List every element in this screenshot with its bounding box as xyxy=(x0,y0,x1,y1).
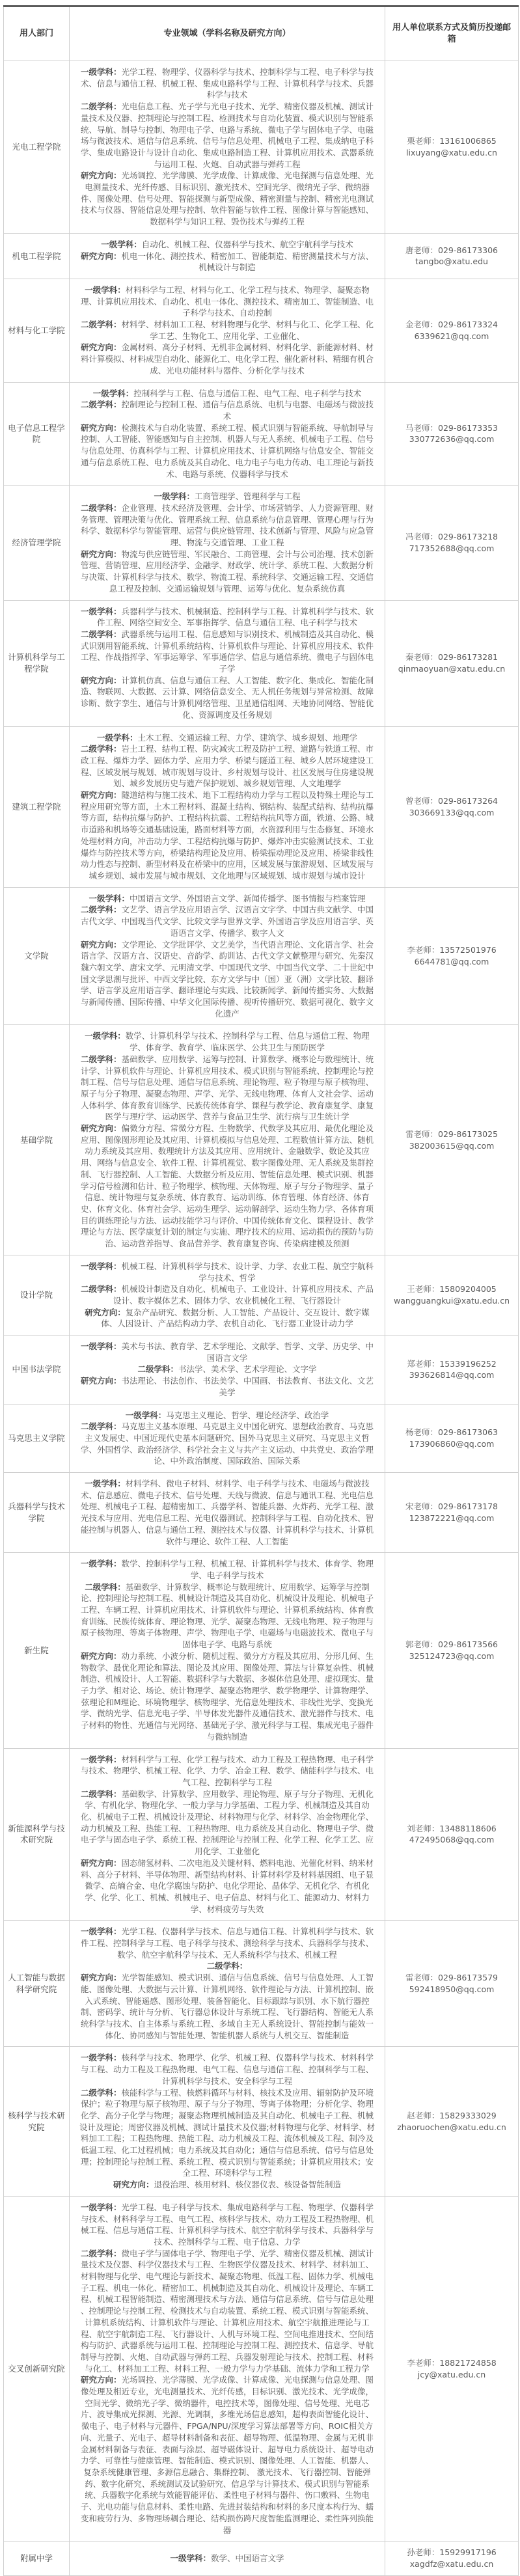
contact-cell xyxy=(385,726,519,887)
table-row xyxy=(4,1336,519,1404)
level1-line xyxy=(77,1030,377,1053)
level1-value: 机械工程、计算机科学与技术、设计学、力学、农业工程、航空宇航科学与技术、哲学 xyxy=(121,1261,374,1283)
research-label: 研究方向： xyxy=(85,1307,126,1317)
level1-value: 兵器科学与技术、机械制造、控制科学与工程、计算机科学与技术、软件工程、网络空间安全、军事指挥学、信息与通信工程、电子科学与技术 xyxy=(96,606,374,628)
level1-value: 材料学科、微电子材料、材料学、电子科学与技术、电磁场与微波技术、信息感应、微电子技术、信号处理、天线与微波、信息与通讯工程、光电信息处理、机械电子工程、超精密加工、兵器学科、智能兵器、火炸药、光学工程、激光技术与应用、光电信息工程、光电仪器测试、控制科学与工程、自动化技术、智能控制与机器人、信息与通信工程、测控技术与仪器、计算机科学与技术、计算机软件与理论、软件工程、人工智能 xyxy=(80,1479,374,1546)
research-label: 研究方向： xyxy=(80,2375,122,2385)
contact-cell xyxy=(385,600,519,726)
level1-value: 光学工程、仪器科学与技术、信息与通信工程、计算机科学与技术、软件工程、控制科学与工程、电子科学与技术、测绘科学与技术、兵器科学与技术、数学、航空宇航科学与技术、无人系统科学与技术、机械工程 xyxy=(80,1926,374,1960)
level2-label: 二级学科： xyxy=(85,1582,126,1592)
contact-email[interactable]: zhaoruochen@xatu.edu.cn xyxy=(397,2122,506,2132)
level1-value: 美术与书法、教育学、艺术学理论、文献学、哲学、文学、历史学、中国语言文学 xyxy=(121,1341,374,1363)
level2-line xyxy=(77,1582,377,1651)
contact-cell xyxy=(385,1473,519,1553)
contact-email[interactable]: 717352688@qq.com xyxy=(409,543,495,553)
level2-label: 二级学科： xyxy=(137,1364,178,1375)
level1-value: 工商管理学、管理科学与工程 xyxy=(195,491,301,502)
level1-label: 一级学科： xyxy=(96,732,138,743)
contact-cell xyxy=(385,2542,519,2575)
level1-label: 一级学科： xyxy=(170,2553,211,2564)
level1-line xyxy=(77,606,377,629)
research-line xyxy=(77,939,377,1020)
level2-value: 微电子学与固体电子学、物理电子学、光学、精密仪器及机械、测试计量技术及仪器、科学仪器技术与工程、生物医学仪器及技术、材料学、材料加工、材料物理与化学、电气理论与新技术、凝聚态物理、低温工程、固体力学、机械电子工程、机电一体化、精密加工、机械制造及其自动化、机械设计及理论、车辆工程、机械工程智能制造、精密测理技术与方法、通信与信息系统、信号与信息处理 、控制理论与控制工程、检测技术与自动装置、系统工程、模式识别与智能系统、计算机系统结构、计算机软件与理论、计算机应用技术、航空宇航推进理论与工程、航空宇航制造工程、飞行器设计、人机与环境工程、空间电推进技术、空间结构与防护、武器系统与运用工程、控制理论与控制工程、测控技术、信息学、导航制导与控制、火炮、自动武器与弹药工程、兵器发射理论与技术、控制工程、材料与化工、材料加工工程、材料工程、一般力学与力学基础、流体力学和工程力学 xyxy=(80,2248,374,2374)
level2-label: 二级学科： xyxy=(80,502,122,513)
field-cell xyxy=(70,1255,385,1335)
table-header-row xyxy=(4,7,519,61)
table-row xyxy=(4,1255,519,1335)
table-row xyxy=(4,2047,519,2196)
level2-value: 文艺学、语言学及应用语言学、汉语言文字学、中国古典文献学、中国古代文学、中国现当代文学、比较文学与世界文学、外国语言学及应用语言学、英语语言文学、传播学、数字人文 xyxy=(80,905,374,938)
level1-line xyxy=(77,388,377,400)
level1-label: 一级学科： xyxy=(80,1754,122,1764)
research-value: 金属材料、高分子材料、无机非金属材料、材料化学、新能源材料、材料计算模拟、材料成型自动化、能源化工、电化学工程、催化新材料、精细有机合成、光电功能材料与器件、分析化学与技术 xyxy=(80,342,374,376)
table-row xyxy=(4,1025,519,1255)
level2-line xyxy=(77,1421,377,1467)
level1-line xyxy=(77,1478,377,1547)
research-label: 研究方向： xyxy=(80,790,122,801)
contact-cell xyxy=(385,61,519,234)
contact-person: 栗老师：13161006865 xyxy=(407,136,497,146)
contact-person: 李老师：18821724858 xyxy=(407,2357,497,2368)
table-row xyxy=(4,2542,519,2575)
table-row xyxy=(4,382,519,486)
table-body xyxy=(4,61,519,2576)
level2-value: 控制理论与控制工程、通信与信息系统、电机与电器、电磁场与微波技术 xyxy=(121,400,374,421)
level1-value: 数学、中国语言文学 xyxy=(211,2553,284,2564)
level1-line xyxy=(77,1926,377,1960)
field-cell xyxy=(70,1025,385,1255)
header-contact: 用人单位联系方式及简历投递邮箱 xyxy=(385,7,519,61)
department-name: 附属中学 xyxy=(4,2542,70,2575)
level2-line xyxy=(77,1960,377,1972)
level2-label: 二级学科： xyxy=(80,1284,122,1295)
field-cell xyxy=(70,279,385,382)
research-line xyxy=(77,1651,377,1743)
research-label: 研究方向： xyxy=(80,1857,122,1868)
level1-line xyxy=(77,2553,377,2564)
level2-label: 二级学科： xyxy=(80,2087,122,2098)
field-cell xyxy=(70,1336,385,1404)
contact-email[interactable]: 472495068@qq.com xyxy=(409,1835,495,1845)
contact-cell xyxy=(385,1255,519,1335)
table-row xyxy=(4,1748,519,1921)
level2-line xyxy=(77,629,377,675)
contact-person: 郭老师：029-86173566 xyxy=(405,1639,498,1650)
level1-value: 光学工程、物理学、仪器科学与技术、控制科学与工程、电子科学与技术、信息与通信工程、机械工程、集成电路科学与工程、计算机科学与技术、兵器科学与技术 xyxy=(80,67,374,100)
research-line xyxy=(77,2374,377,2536)
department-name: 设计学院 xyxy=(4,1255,70,1335)
department-name: 经济管理学院 xyxy=(4,486,70,600)
research-label: 研究方向： xyxy=(80,422,122,433)
research-value: 隧道结构与施工技术、地下工程结构动力学与工程以及特殊土理论与工程应用研究等方面，土木工程材料、混凝土结构、钢结构、装配式结构、结构抗爆等方面，结构抗爆与防护、工程结构抗震、工程结构抗风等方面，铁道、公路、城市道路和机场等交通基础设施，路面材料等方面，水资源利用与生态修复、环境水处理材料方向，冲击动力学、工程结构抗爆与防护、爆炸冲击实验测试技术、工业爆炸与防控技术等方向，桥梁结构理论及应用、桥梁振动理论及应用、桥梁非线性动力性态与控制、新型材料及在桥梁中的应用，区域发展与旅游规划、区域发展与城乡规划、城市发展与城市规划、文化地理与区域规划、城市规划与城市设计 xyxy=(80,790,374,881)
research-line xyxy=(77,789,377,882)
level2-line xyxy=(77,502,377,549)
level2-value: 基础数学、计算数学、应用数学、理论物理、原子与分子物理、无机化学、有机化学、物理化学、一般力学与力学基础、工程力学、机械制造及其自动化、机械电子工程、机械设计及理论、材料物理与化学、材料学、冶金物理化学、动力机械及工程、热能工程、工程热物理、电力系统及其自动化、物理电子学、微电子学与固态电子学、系统工程、控制理论与控制工程、化学工程、化学工艺、应用化学、工业催化 xyxy=(80,1788,374,1857)
research-value: 光场调控、光学薄膜、光学成像、计算成像、光电探测与信息处理、光电测量技术、光纤传感、目标识别、激光技术、空间光学、微纳光子学、微纳器件、图像处理、信号处理、智能探测与新型成像、精密测量与控制、精密光电测试技术与仪器、智能信息处理与控制、软件智能与软件工程、图像计算与智能感知、数据科学与知识工程、毁伤技术与弹药工程 xyxy=(80,171,374,227)
field-cell xyxy=(70,2047,385,2196)
research-value: 机电一体化、测控技术、精密加工、智能制造、精密测量技术与方法、机械设计与制造 xyxy=(121,251,374,273)
level2-label: 二级学科： xyxy=(80,2248,122,2258)
department-name: 新能源科学与技术研究院 xyxy=(4,1748,70,1921)
level1-value: 马克思主义理论、哲学、理论经济学、政治学 xyxy=(166,1410,329,1420)
department-name: 光电工程学院 xyxy=(4,61,70,234)
research-line xyxy=(77,422,377,480)
contact-person: 唐老师：029-86173306 xyxy=(405,245,498,255)
level1-label: 一级学科： xyxy=(92,388,134,398)
research-value: 光场调控、光学薄膜、光学成像、计算成像、光电探测与信息处理、图像处理及相近专业，光电测量技术、光纤传感，目标识别、激光技术、光学成像，空间光学、微纳光子学、微纳器件，电控技术等，图像处理、信号处理、光电芯片、波导集成光探测、光源、光调制，多维光场信息感知，超构表面智能化设计、微电子、电子材料与元器件、FPGA/NPU/深度学习算法部署等方向、ROIC相关方向、光量子、光电子、超导材料制备和表征、超导物理、低温物理、金属与无机非金属材料制备与表征、表面与涂层、超导磁体设计、超导电力系统设计、超导电动力学、可靠性与健康管理、智能制造、模式识别、图像处理、人工智能、机器人、复杂系统健康管理、多源信息融合、集群控制、 激光技术、飞行器控制、智能弹药、数字化研究、系统测试及试验研究、信息学与计算技术、模式识别与智能系统、兵器数字化系统与效能智能评估、柔性电子材料与器件、伤口敷料、生物电子、光电功能与信息材料、柔性电路、先进封装结构和材料的多尺度本构行为、蠕变和疲劳行为、多物理场耦合理论、结构损伤跨尺度智能监测理论、柔性阵列换能器 xyxy=(80,2375,374,2535)
level1-label: 一级学科： xyxy=(80,2053,122,2063)
research-value: 检测技术与自动化装置、系统工程、模式识别与智能系统、导航制导与控制、人工智能、智能感知与自主控制、机器人与无人系统、机械电子工程、信号与信息处理、仿真科学与工程、计算机应用技术、计算机网络与信息安全、智能交通与信息系统工程、电力系统及其自动化、电力电子与电力传动、电工理论与新技术、电路与系统、仪器科学与技术 xyxy=(80,422,374,479)
research-value: 偏微分方程、常微分方程、生物数学、代数学及其应用、最优化理论及应用、图像图形理论及其应用、计算机模拟与信息处理、工程数值计算方法、随机动力系统及其应用、数理统计方法及其应用、应用统计、金融数学、数论及其应用、网络与信息安全、软件工程、计算机视觉、数字图像处理、无人系统及集群控制、飞行器控制、人工智能、大数据分析及应用、智能信息处理、模式识别、机器学习信号检测和估计、粒子物理学、核物理、天体物理、原子与分子物理学、量子信息、统计物理与复杂系统、体育教育、运动训练、体育管理、体育经济、体育史、体育文化、体育社会学、运动生理学、运动解剖学、运动生物力学、各体育项目的训练理论与方法、运动技能学习与评价、中国传统体育文化、课程设计、教学理论与方法、医学康复计划的制定与实施、理疗技术的应用、运动损伤的预防与防治、运动营养指导、食品营养学、教育康复咨询、传染病建模及预测 xyxy=(80,1123,374,1249)
contact-cell xyxy=(385,1336,519,1404)
research-line xyxy=(77,675,377,721)
level1-label: 一级学科： xyxy=(154,491,195,502)
level1-label: 一级学科： xyxy=(80,1926,122,1937)
level2-label: 二级学科： xyxy=(80,1054,122,1064)
level2-line xyxy=(77,101,377,170)
level1-line xyxy=(77,893,377,905)
level1-line xyxy=(77,1754,377,1788)
level1-label: 一级学科： xyxy=(85,1031,126,1041)
level1-value: 光学工程、电子科学与技术、集成电路科学与工程、物理学、仪器科学与技术、材料科学与工程、电气工程、核科学与技术、动力工程及工程热物理、机械工程、信息与通信工程、计算机科学与技术、航空宇航科学与技术、兵器科学与技术、控制科学与工程、电子信息、力学 xyxy=(80,2202,374,2247)
level1-label: 一级学科： xyxy=(85,1479,126,1489)
contact-cell xyxy=(385,279,519,382)
level2-line xyxy=(77,1363,377,1375)
research-line xyxy=(77,1972,377,2041)
level1-line xyxy=(77,1341,377,1363)
contact-email[interactable]: 330772636@qq.com xyxy=(409,434,495,445)
table-row xyxy=(4,1921,519,2047)
header-dept: 用人部门 xyxy=(4,7,70,61)
department-name: 人工智能与数据科学研究院 xyxy=(4,1921,70,2047)
level2-label: 二级学科： xyxy=(80,744,122,754)
level1-line xyxy=(77,491,377,502)
department-name: 材料与化工学院 xyxy=(4,279,70,382)
department-name: 计算机科学与工程学院 xyxy=(4,600,70,726)
level2-value: 基础数学、应用数学、运筹与控制、计算数学、概率论与数理统计、统计学、计算机软件与理论、计算机应用技术、模式识别与智能系统、控制理论与控制工程、信号与信息处理、通信与信息系统、理论物理、粒子物理与原子核物理、原子与分子物理、凝聚态物理、声学、光学、无线电物理、体育人文社会学、运动人体科学、体育教育训练学、民族传统体育学、课程与教学论、教育康复学、康复医学与理疗学、运动医学、营养与食品卫生学、流行病与卫生统计学 xyxy=(80,1054,374,1122)
recruitment-table xyxy=(3,5,519,2576)
research-label: 研究方向： xyxy=(80,675,122,685)
table-row xyxy=(4,1553,519,1748)
contact-cell xyxy=(385,382,519,486)
department-name: 机电工程学院 xyxy=(4,233,70,279)
research-value: 文学理论、文学批评学、文艺美学，当代语言理论、文化语言学、社会语言学、汉语方言、汉语史、音韵学、韵训诂、古代文学文献整理与研究、先秦汉魏六朝文学、唐宋文学、元明清文学、中国现代文学、中国当代文学、二十世纪中国文学思潮与批评、中西文学比较、东方文学与中（国）亚（洲）文学比较、翻译学、语言学及应用语言学、翻译理论与实践、比较新闻学、新闻传播实务、大数据与新闻传播、国际传播、中华文化国际传播、视听传播研究、数据可视化、数字文化遗产 xyxy=(80,939,374,1019)
contact-person: 金老师：029-86173324 xyxy=(405,320,498,330)
table-row xyxy=(4,600,519,726)
research-value: 物流与供应链管理、军民融合、工商管理、会计与公司治理、技术创新管理、营销管理、应用经济学、金融学、财政学、统计学、系统工程、大数据分析与决策、计算机科学与技术、数学、物流工程、系统科学、交通运输工程、交通信息工程及控制、交通运输规划与管理、运筹与优化、复杂系统仿真 xyxy=(80,549,374,594)
research-value: 计算机仿真、信息与通信工程、人工智能、数字化、集成化、智能化制造、物联网、大数据、云计算、网络信息安全、无人机任务规划与异常检测、故障诊断、数字孪生、通信与计算机网络管理、卫星通信组网、天地协同网络、智能优化、资源调度及任务规划 xyxy=(80,675,374,720)
contact-email[interactable]: tangbo@xatu.edu xyxy=(415,256,488,267)
research-line xyxy=(77,1307,377,1330)
level1-label: 一级学科： xyxy=(125,1410,167,1420)
contact-cell xyxy=(385,1921,519,2047)
level2-label: 二级学科： xyxy=(80,1788,122,1799)
research-label: 研究方向： xyxy=(80,171,122,181)
table-row xyxy=(4,1473,519,1553)
department-name: 核科学与技术研究院 xyxy=(4,2047,70,2196)
level2-label: 二级学科： xyxy=(80,102,122,112)
field-cell xyxy=(70,887,385,1025)
contact-cell xyxy=(385,887,519,1025)
contact-email[interactable]: lixuyang@xatu.edu.cn xyxy=(406,147,497,158)
contact-person: 孙老师：15929917196 xyxy=(407,2547,497,2558)
contact-email[interactable]: 123872221@qq.com xyxy=(409,1513,495,1524)
level1-line xyxy=(77,284,377,319)
level1-line xyxy=(77,2202,377,2248)
contact-person: 曾老师：029-86173264 xyxy=(405,795,498,806)
contact-email[interactable]: 173906860@qq.com xyxy=(409,1438,495,1449)
table-row xyxy=(4,2196,519,2541)
research-value: 动力系统、小波分析、随机过程、微分方方程及其应用、分形几何、生物数学、最优化理论和算法、图论及其应用、图像处理、算法与计算复杂性、机械制造、机械设计、人工智能、数据科学与大数据、多媒体信息处理、虚拟现实、量子力学、相对论、场论、统计物理学、凝聚态物理学、数学物理学、计算物理学、弦理论和M理论、环境物理学、核物理学、光信息处理技术、非线性光学、变换光学、微纳光学、信息光电子学、半导体发光器件及通信技术、激光器件与技术、电子材料的物性、光通信与光网络、基础光子学、激光科学与工程、集成光电子器件与微纳制造 xyxy=(80,1651,374,1742)
level1-label: 一级学科： xyxy=(80,606,122,616)
level1-value: 数学、计算机科学与技术、控制科学与工程、信息与通信工程、物理学、体育学、教育学、临床医学、公共卫生与预防医学 xyxy=(125,1031,370,1053)
department-name: 新生院 xyxy=(4,1553,70,1748)
level1-line xyxy=(77,239,377,251)
level1-value: 材料科学与工程、化学工程与技术、动力工程及工程热物理、电子科学与技术、物理学、机械工程、化学、力学、冶金工程、数学、储能科学与技术、电气工程、控制科学与工程 xyxy=(80,1754,374,1787)
research-line xyxy=(77,1123,377,1250)
research-label: 研究方向： xyxy=(80,1123,122,1134)
research-line xyxy=(77,549,377,595)
department-name: 中国书法学院 xyxy=(4,1336,70,1404)
contact-email[interactable]: qinmaoyuan@xatu.edu.cn xyxy=(398,664,506,674)
level2-value: 机械设计制造及自动化、机械电子、工业设计、计算机应用技术、产品设计、数字媒体艺术、固体力学、农业机械化工程、飞行器设计 xyxy=(113,1284,374,1306)
level1-value: 中国语言文学、外国语言文学、新闻传播学、图书情报与档案管理 xyxy=(130,893,366,903)
level2-line xyxy=(77,2248,377,2375)
level1-label: 一级学科： xyxy=(80,2202,122,2212)
level1-value: 核科学与技术、物理学、化学、机械工程、仪器科学与技术、材料科学与工程、动力工程及工程热物理、电气工程、信息与通信工程、控制科学与工程、计算机科学与技术、安全科学与工程 xyxy=(80,2053,374,2086)
department-name: 文学院 xyxy=(4,887,70,1025)
table-row xyxy=(4,61,519,234)
level2-line xyxy=(77,319,377,342)
level2-line xyxy=(77,743,377,789)
level2-label: 二级学科： xyxy=(80,905,122,915)
level1-label: 一级学科： xyxy=(80,1261,122,1271)
department-name: 电子信息工程学院 xyxy=(4,382,70,486)
research-value: 光学智能感知、模式识别、通信与信息系统、信号与信息处理、人工智能、图像处理、大数据与云计算、计算机网络、软件理论与方法、计算机控制、嵌入式系统、智能遥感、图形处理、装备智能化、目标跟踪与识别、水下航行器控制、密码学、统计与分析、飞行器总体设计与系统工程、飞行器结构、智能无人系统科学与技术、自主体系与系统工程、多域自主无人系统设计、智能控制与能效一体化、协同感知与智能处理、智能机器人系统与人机交互、智能制造 xyxy=(80,1973,374,2040)
field-cell xyxy=(70,1921,385,2047)
level2-value: 企业管理、技术经济及管理、会计学、市场营销学、人力资源管理、财务管理、管理决策与优化、管理系统工程、信息系统与信息管理、管理心理与行为科学、数据科学与智能管理、运营与供应链管理、技术创新与管理、风险与应急管理、物流与交通管理、工业工程 xyxy=(80,502,374,548)
contact-email[interactable]: 6339621@qq.com xyxy=(414,331,489,341)
header-field: 专业领域（学科名称及研究方向） xyxy=(70,7,385,61)
level1-line xyxy=(77,1410,377,1421)
level1-label: 一级学科： xyxy=(89,893,130,903)
contact-person: 雷老师：029-86173579 xyxy=(405,1973,498,1983)
contact-email[interactable]: 592418950@qq.com xyxy=(409,1984,495,1994)
level2-value: 岩土工程、结构工程、防灾减灾工程及防护工程、道路与铁道工程、市政工程、爆炸力学、固体力学、应用力学、桥梁与隧道工程、城乡人居环境建设工程、区域发展与规划、城市规划与设计、乡村规划与设计、社区发展与住房建设规划、城乡发展历史与遗产保护规划、城乡规划管理、人文地理学 xyxy=(80,744,374,789)
contact-cell xyxy=(385,1748,519,1921)
contact-cell xyxy=(385,1025,519,1255)
field-cell xyxy=(70,1553,385,1748)
level1-label: 一级学科： xyxy=(80,1559,122,1569)
level2-line xyxy=(77,1788,377,1857)
research-label: 研究方向： xyxy=(80,251,122,261)
research-label: 研究方向： xyxy=(80,342,122,353)
level1-line xyxy=(77,66,377,101)
field-cell xyxy=(70,726,385,887)
level2-line xyxy=(77,1054,377,1123)
contact-cell xyxy=(385,2196,519,2541)
level1-line xyxy=(77,1558,377,1581)
research-value: 退役治理、核用材料、核仪器仪表、核设备智能制造 xyxy=(154,2180,342,2190)
contact-person: 赵老师：15829333029 xyxy=(407,2110,497,2120)
level1-label: 一级学科： xyxy=(85,284,126,295)
table-row xyxy=(4,726,519,887)
research-label: 研究方向： xyxy=(80,549,122,559)
field-cell xyxy=(70,1748,385,1921)
table-row xyxy=(4,233,519,279)
department-name: 基础学院 xyxy=(4,1025,70,1255)
research-line xyxy=(77,2179,377,2191)
table-row xyxy=(4,486,519,600)
level1-line xyxy=(77,732,377,744)
contact-email[interactable]: 325124723@qq.com xyxy=(409,1651,495,1661)
field-cell xyxy=(70,2196,385,2541)
contact-person: 雷老师：029-86173025 xyxy=(405,1129,498,1139)
research-label: 研究方向： xyxy=(80,1651,122,1661)
contact-person: 王老师：15809204005 xyxy=(407,1284,497,1295)
level2-line xyxy=(77,1283,377,1306)
department-name: 交叉创新研究院 xyxy=(4,2196,70,2541)
contact-email[interactable]: 382003615@qq.com xyxy=(409,1140,495,1151)
level2-label: 二级学科： xyxy=(80,629,122,639)
level1-label: 一级学科： xyxy=(80,67,122,77)
contact-person: 郑老师：15339196252 xyxy=(407,1358,497,1369)
level2-value: 书法学、美术学、艺术学理论、文字学 xyxy=(178,1364,317,1375)
level1-label: 一级学科： xyxy=(80,1341,122,1352)
research-value: 固态储氢材料、二次电池及关键材料、燃料电池、光催化材料、纳米材料、高分子材料、半导体物理、新型结构材料、计算材料学及材料基因组、电子显微学、高熵合金、电化学腐蚀与防护、电化学理论、晶体学、无机化学、有机化学、化学、化工、机械、机械电子、电子信息、材料与化工、能源动力、材料力学、材料疲劳与失效 xyxy=(80,1857,374,1914)
level2-value: 光电信息工程、光子学与光电子技术、光学、精密仪器及机械、测试计量技术及仪器、控制理论与控制工程、检测技术与自动化装置、模式识别与智能系统、导航、制导与控制、物理电子学、电路与系统、微电子学与固体电子学、电磁场与微波技术、通信与信息系统、信号与信息处理、机械电子工程、集成纳电子科学、集成电路设计与设计自动化、集成电路制造工程、计算机应用技术、武器系统与运用工程、火炮、自动武器与弹药工程 xyxy=(80,102,374,169)
contact-email[interactable]: 393626814@qq.com xyxy=(409,1370,495,1380)
field-cell xyxy=(70,1473,385,1553)
contact-person: 冯老师：029-86173218 xyxy=(405,532,498,542)
contact-email[interactable]: 303669133@qq.com xyxy=(409,807,495,817)
research-line xyxy=(77,342,377,376)
research-label: 研究方向： xyxy=(80,939,122,950)
contact-person: 李老师：13572501976 xyxy=(407,945,497,955)
level2-label: 二级学科： xyxy=(80,1421,122,1432)
field-cell xyxy=(70,486,385,600)
contact-cell xyxy=(385,1404,519,1473)
level2-value: 马克思主义基本原理、马克思主义中国化研究、思想政治教育、马克思主义发展史、中国近现代史基本问题研究、国外马克思主义研究、马克思主义哲学、外国哲学、政治经济学、科学社会主义与共产主义运动、中共党史、政治学理论、中外政治制度、国际政治、国际关系 xyxy=(80,1421,374,1466)
research-label: 研究方向： xyxy=(80,1376,122,1386)
contact-email[interactable]: wangguangkui@xatu.edu.cn xyxy=(393,1295,510,1306)
level2-value: 基础数学、计算数学、概率论与数理统计、应用数学、运筹学与控制论、控制理论与控制工程、机械设计制造及其自动化、机械设计及理论、机械电子工程、车辆工程、计算机应用技术、计算机软件与理论、计算机系统结构、体育教育训练、民族传统体育、理论物理、光学、凝聚态物理、无线电物理、粒子物理与原子核物理、等离子体物理、声学、物理电子学、电磁场与电磁波技术、微电子与固体电子学、电路与系统 xyxy=(80,1582,374,1650)
research-line xyxy=(77,1375,377,1398)
contact-cell xyxy=(385,486,519,600)
level2-label: 二级学科： xyxy=(80,320,122,330)
contact-email[interactable]: xagdfz@xatu.edu.cn xyxy=(409,2558,494,2569)
department-name: 兵器科学与技术学院 xyxy=(4,1473,70,1553)
contact-person: 宋老师：029-86173178 xyxy=(405,1501,498,1512)
field-cell xyxy=(70,600,385,726)
contact-cell xyxy=(385,2047,519,2196)
level1-value: 材料科学与工程、材料与化工、化学工程与技术、物理学、凝聚态物理、计算机应用技术、自动化、机电一体化、测控技术、精密加工、智能制造、电子科学与技术、自动控制 xyxy=(80,284,374,318)
level2-value: 材料学、材料加工工程、材料物理与化学、材料与化工、化学工程、化学工艺、生物化工、应用化学、工业催化、 xyxy=(121,320,374,341)
contact-cell xyxy=(385,1553,519,1748)
contact-person: 杨老师：029-86173063 xyxy=(405,1427,498,1438)
contact-cell xyxy=(385,233,519,279)
level1-line xyxy=(77,2052,377,2087)
research-line xyxy=(77,251,377,273)
level2-line xyxy=(77,399,377,422)
contact-person: 马老师：029-86173353 xyxy=(405,422,498,433)
level1-line xyxy=(77,1261,377,1283)
research-value: 书法理论、书法创作、书法美学、中国画、书法教育、书法文化、文艺美学 xyxy=(121,1376,374,1397)
contact-email[interactable]: jcy@xatu.edu.cn xyxy=(417,2369,486,2379)
research-label: 研究方向： xyxy=(113,2180,154,2190)
contact-person: 刘老师：13488118606 xyxy=(407,1823,497,1833)
level1-label: 一级学科： xyxy=(101,239,142,249)
level1-value: 土木工程、交通运输工程、力学、建筑学、城乡规划、地理学 xyxy=(137,732,358,743)
table-row xyxy=(4,887,519,1025)
level1-value: 自动化、机械工程、仪器科学与技术、航空宇航科学与技术 xyxy=(141,239,353,249)
level2-label: 二级学科： xyxy=(206,1961,248,1971)
level2-value: 武器系统与运用工程、信息感知与识别技术、机械制造及其自动化、模式识别用智能系统、计算机系统结构、计算机软件与理论、计算机应用技术、软件工程、作战指挥学、军事运筹学、军事通信学、信息与通信系统、微电子与固体电子学 xyxy=(80,629,374,674)
level2-line xyxy=(77,2087,377,2180)
level1-value: 数学、控制科学与工程、机械工程、计算机科学与技术、体育学、物理学、电子科学与技术 xyxy=(121,1559,374,1580)
research-value: 复杂产品研究、数据分析、人工智能、产品设计、交互设计、数字媒体、人因设计、产品结构动力学、农机自动化、飞行器工业设计动力学 xyxy=(101,1307,370,1329)
level1-value: 控制科学与工程、信息与通信工程、电气工程、电子科学与技术 xyxy=(133,388,362,398)
contact-email[interactable]: 6644781@qq.com xyxy=(414,957,489,967)
department-name: 建筑工程学院 xyxy=(4,726,70,887)
research-line xyxy=(77,170,377,228)
level2-label: 二级学科： xyxy=(80,400,122,410)
department-name: 马克思主义学院 xyxy=(4,1404,70,1473)
level2-value: 核能科学与工程、核燃料循环与材料、核技术及应用、辐射防护及环境保护；粒子物理与原子核物理、原子与分子物理、等离子体物理；分析化学、物理化学、高分子化学与物理；凝聚态物理机械制造及其自动化、机械电子工程、机械设计及理论；周密仪器及机械、测试计量技术及仪器;材料物理与化学、材料学、材料加工工程；工程热物理、热能工程、动力机械及工程、流体机械及工程、制冷及低温工程、化工过程机械；电力系统及其自动化；通信与信息系统、信号与信息处理；控制理论与控制工程、系统工程、模式识别与智能系统；计算机应用技术；安全工程、环境科学与工程 xyxy=(79,2087,376,2178)
research-label: 研究方向： xyxy=(80,1973,122,1983)
table-row xyxy=(4,279,519,382)
research-line xyxy=(77,1857,377,1915)
contact-person: 秦老师：029-86173281 xyxy=(405,652,498,663)
field-cell xyxy=(70,233,385,279)
field-cell xyxy=(70,61,385,234)
table-row xyxy=(4,1404,519,1473)
field-cell xyxy=(70,382,385,486)
level2-line xyxy=(77,904,377,939)
field-cell xyxy=(70,2542,385,2575)
field-cell xyxy=(70,1404,385,1473)
